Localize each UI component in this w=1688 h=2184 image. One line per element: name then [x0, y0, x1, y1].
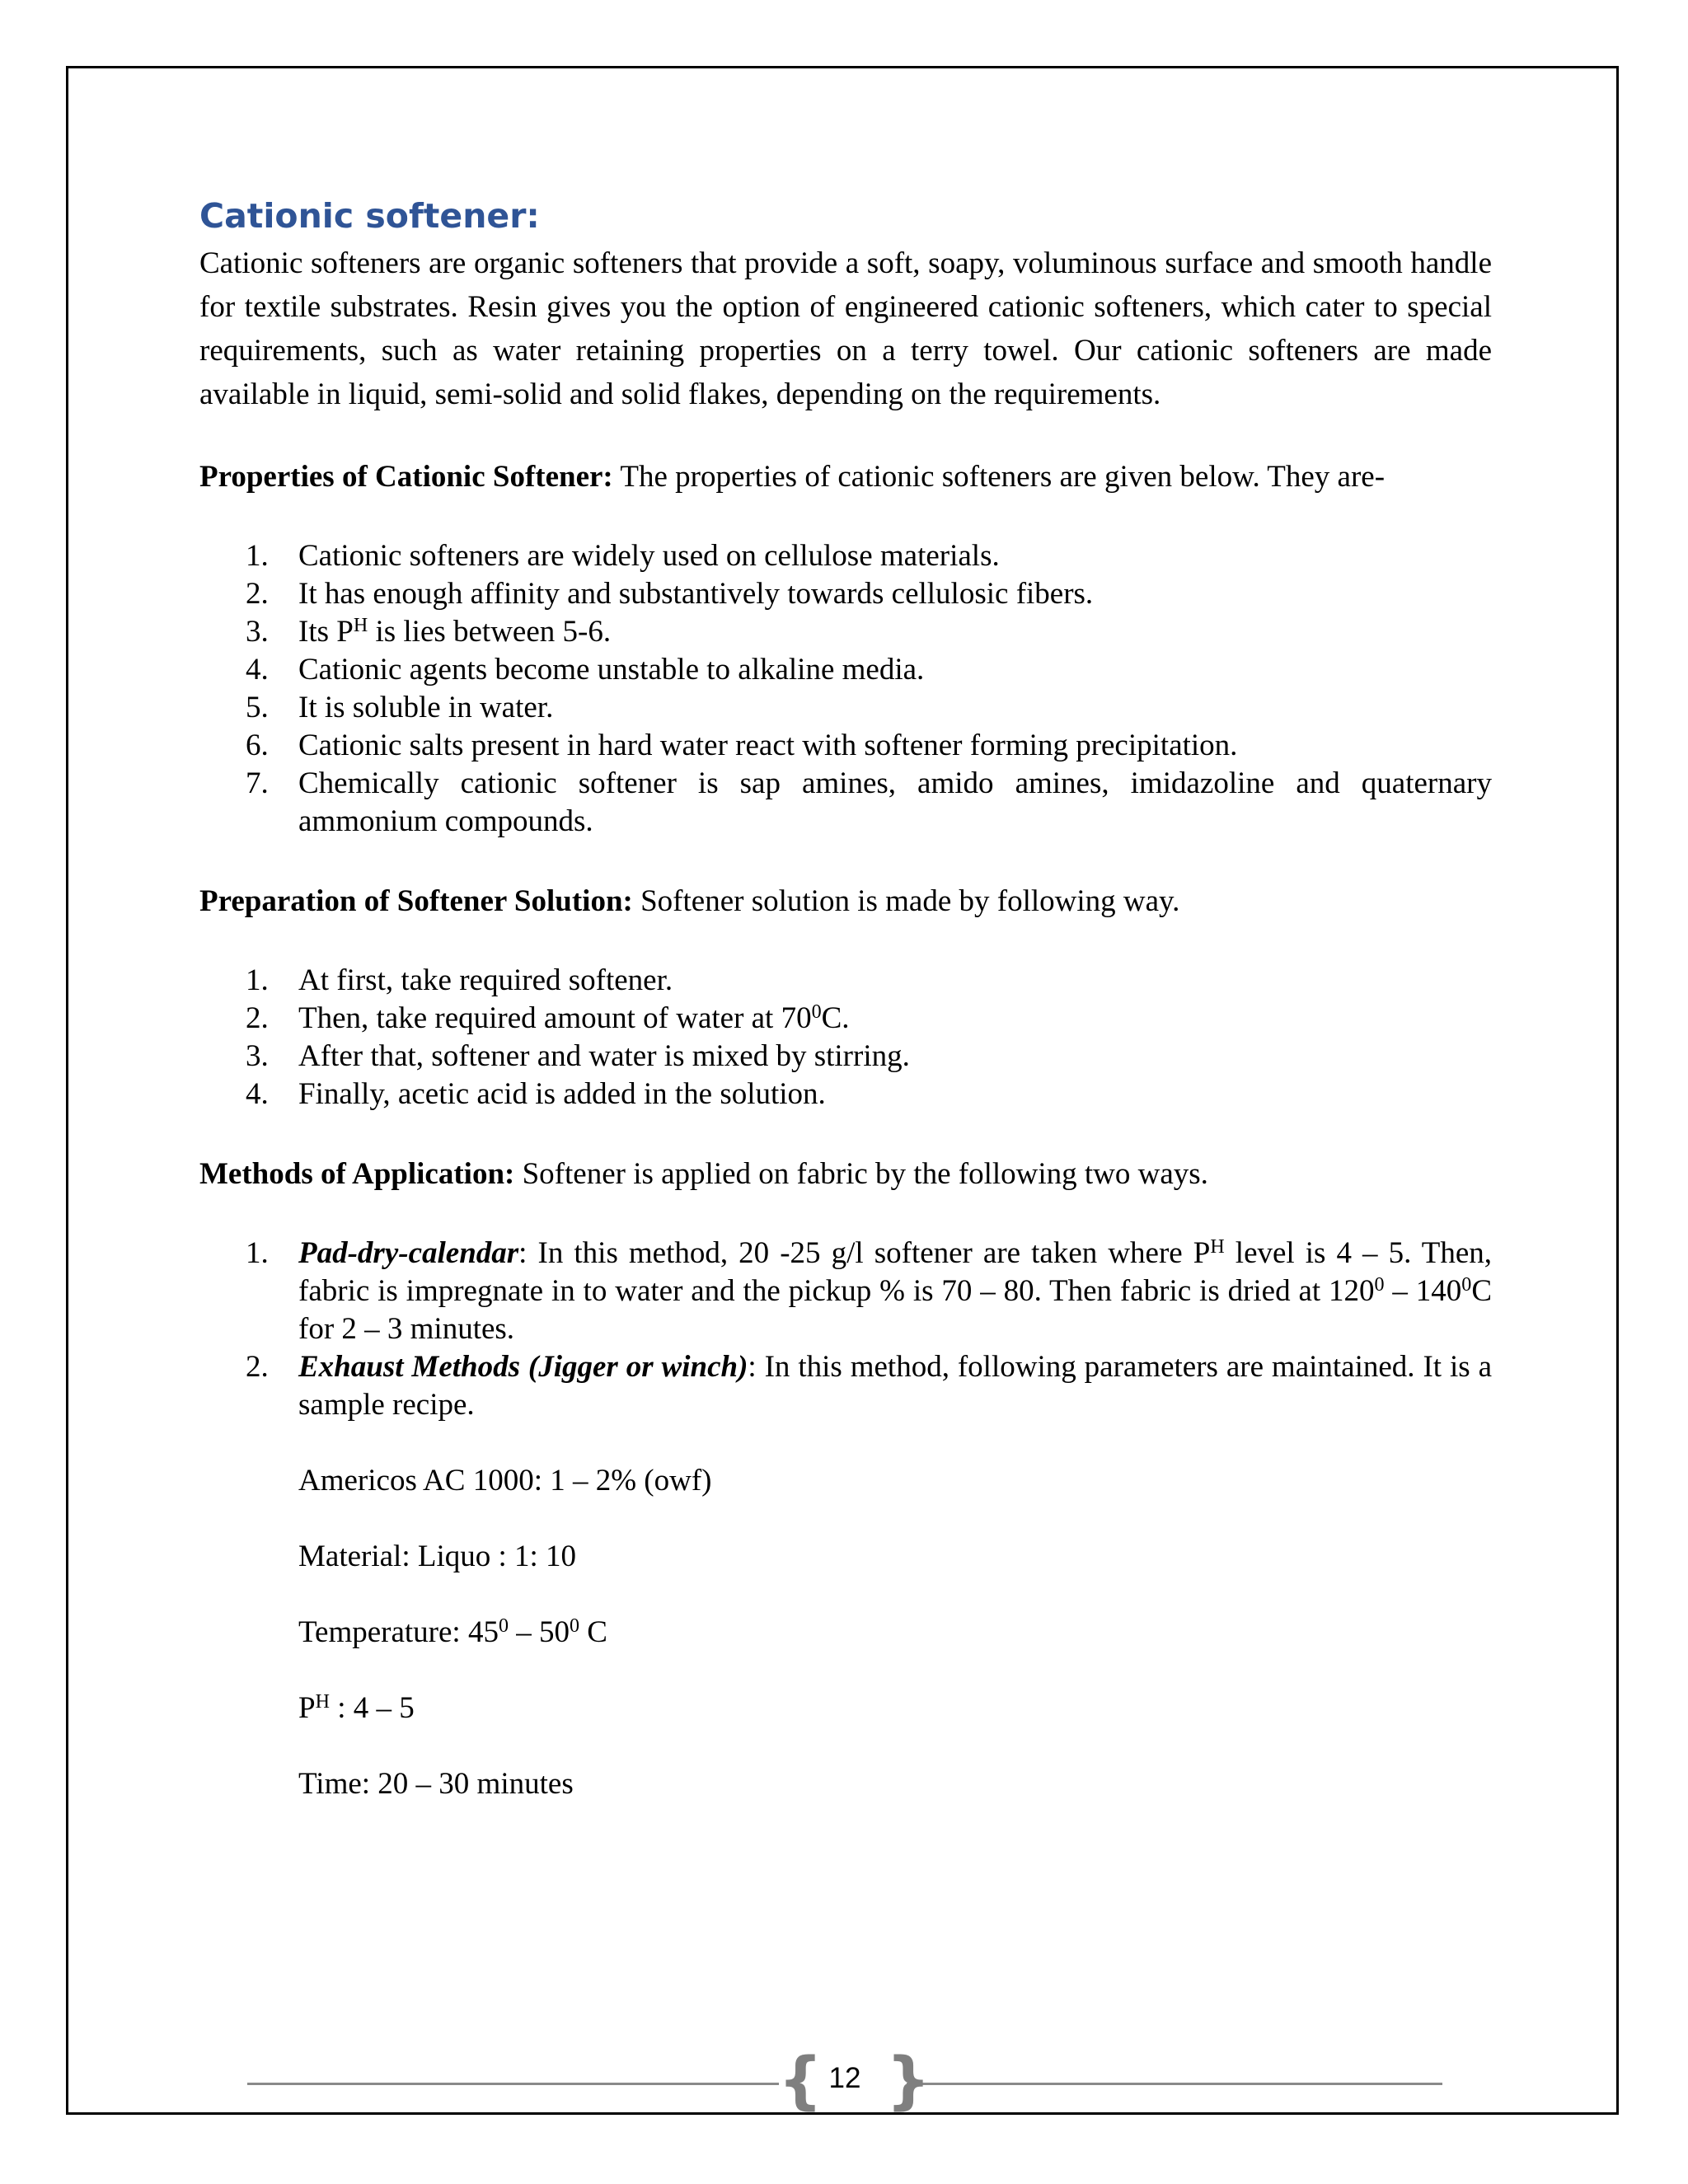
recipe-ph: $P^H$ : 4 – 5 — [298, 1691, 415, 1726]
list-text: C for 2 – 3 minutes. — [298, 1274, 1492, 1347]
section-heading: Cationic softener: — [199, 196, 540, 236]
methods-text: Softener is applied on fabric by the following two ways. — [514, 1157, 1208, 1192]
superscript: 0 — [498, 1615, 509, 1638]
list-text: Finally, acetic acid is added in the solution. — [298, 1077, 826, 1112]
list-number: 2. — [246, 1001, 269, 1036]
sample-recipe — [199, 1462, 1492, 1803]
superscript: 0 — [1374, 1274, 1385, 1296]
list-number: 5. — [246, 691, 269, 725]
list-number: 2. — [246, 577, 269, 612]
list-number: 3. — [246, 615, 269, 649]
list-item — [199, 1076, 1492, 1113]
list-text: Cationic softeners are widely used on cellulose materials. — [298, 539, 1000, 574]
list-item — [199, 727, 1492, 765]
list-number: 1. — [246, 1236, 269, 1271]
list-number: 4. — [246, 1077, 269, 1112]
list-number: 2. — [246, 1350, 269, 1385]
list-number: 6. — [246, 729, 269, 763]
list-text: Cationic salts present in hard water react with softener forming precipitation. — [298, 729, 1238, 763]
preparation-list — [199, 962, 1492, 1113]
list-text: At first, take required softener. — [298, 963, 673, 998]
method-title: Exhaust Methods (Jigger or winch) — [298, 1350, 748, 1385]
superscript: 0 — [1461, 1274, 1472, 1296]
properties-lead — [199, 455, 1492, 499]
properties-text: The properties of cationic softeners are given below. They are- — [612, 460, 1386, 494]
list-item — [199, 575, 1492, 613]
list-text: level is 4 – 5. Then, fabric is impregnate in to water and the pickup % is 70 – 80. Then fabric is dried at 120 — [298, 1236, 1492, 1309]
list-text: – 140 — [1384, 1274, 1462, 1309]
methods-label: Methods of Application: — [199, 1157, 515, 1192]
recipe-liquor: Material: Liquo : 1: 10 — [298, 1540, 577, 1574]
methods-list — [199, 1235, 1492, 1424]
list-number: 7. — [246, 766, 269, 801]
preparation-text: Softener solution is made by following way. — [632, 884, 1180, 919]
list-item — [199, 613, 1492, 651]
list-text: : In this method, 20 -25 g/l softener are taken where P — [518, 1236, 1211, 1271]
list-number: 1. — [246, 539, 269, 574]
list-item — [199, 765, 1492, 841]
superscript: 0 — [569, 1615, 580, 1638]
superscript: H — [353, 615, 368, 637]
intro-paragraph: Cationic softeners are organic softeners that provide a soft, soapy, voluminous surface and smooth handle for textile substrates. Resin gives you the option of engineered cationic softeners, which cater to special requirements, such as water retaining properties on a terry towel. Our cationic softeners are made available in liquid, semi-solid and solid flakes, depending on the requirements. — [199, 246, 1492, 412]
list-text: After that, softener and water is mixed by stirring. — [298, 1039, 910, 1074]
list-text: Chemically cationic softener is sap amines, amido amines, imidazoline and quaternary ammonium compounds. — [298, 766, 1492, 839]
list-item — [199, 1000, 1492, 1038]
superscript: H — [315, 1691, 330, 1713]
recipe-time: Time: 20 – 30 minutes — [298, 1767, 574, 1802]
list-text: It is soluble in water. — [298, 691, 554, 725]
recipe-agent: Americos AC 1000: 1 – 2% (owf) — [298, 1464, 712, 1498]
page-footer — [0, 2043, 1688, 2121]
list-item — [199, 651, 1492, 689]
list-item — [199, 1235, 1492, 1348]
superscript: H — [1210, 1236, 1225, 1258]
properties-list — [199, 537, 1492, 841]
list-text: : In this method, following parameters are maintained. It is a sample recipe. — [298, 1350, 1492, 1422]
preparation-label: Preparation of Softener Solution: — [199, 884, 633, 919]
properties-label: Properties of Cationic Softener: — [199, 460, 613, 494]
page-content — [199, 196, 1492, 1803]
preparation-lead — [199, 879, 1492, 923]
list-item — [199, 962, 1492, 1000]
right-brace-icon: } — [886, 2043, 931, 2116]
list-text: It has enough affinity and substantively towards cellulosic fibers. — [298, 577, 1094, 612]
recipe-temperature: Temperature: $45^0 - 50^0$ C — [298, 1615, 607, 1650]
list-text: Cationic agents become unstable to alkaline media. — [298, 653, 925, 687]
list-item — [199, 1038, 1492, 1076]
list-text: Then, take required amount of water at 70 — [298, 1001, 812, 1036]
list-text: Its P — [298, 615, 354, 649]
list-text: C. — [821, 1001, 850, 1036]
page-number: 12 — [828, 2062, 861, 2094]
methods-lead — [199, 1152, 1492, 1196]
list-item — [199, 689, 1492, 727]
list-number: 1. — [246, 963, 269, 998]
footer-rule-right — [907, 2083, 1442, 2085]
list-number: 4. — [246, 653, 269, 687]
list-number: 3. — [246, 1039, 269, 1074]
method-title: Pad-dry-calendar — [298, 1236, 519, 1271]
list-item — [199, 537, 1492, 575]
list-item — [199, 1348, 1492, 1424]
list-text: is lies between 5-6. — [368, 615, 612, 649]
superscript: 0 — [811, 1001, 822, 1024]
footer-rule-left — [247, 2083, 779, 2085]
left-brace-icon: { — [778, 2043, 823, 2116]
